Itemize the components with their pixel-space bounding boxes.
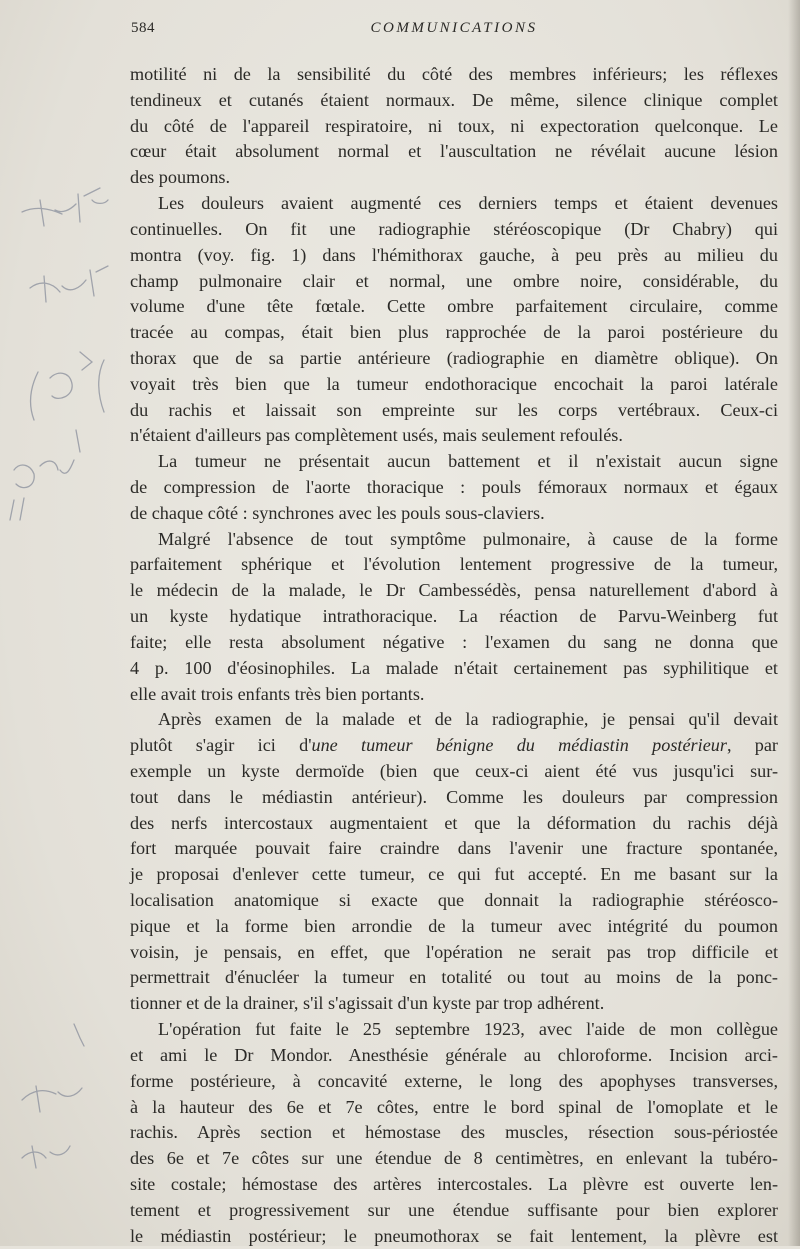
text-run: montra (voy. fig. 1) dans l'hémithorax gauche, à peu près au milieu du (130, 244, 778, 265)
text-line (130, 165, 778, 191)
text-line (130, 914, 778, 940)
text-run: tracée au compas, était bien plus rapprochée de la paroi postérieure du (130, 322, 778, 343)
text-line (130, 1069, 778, 1095)
text-line (130, 862, 778, 888)
text-run: Les douleurs avaient augmenté ces derniers temps et étaient devenues (158, 193, 778, 214)
text-line (130, 733, 778, 759)
text-run: tout dans le médiastin antérieur). Comme les douleurs par compression (130, 786, 778, 807)
text-line (130, 217, 778, 243)
text-run: un kyste hydatique intrathoracique. La réaction de Parvu-Weinberg fut (130, 606, 778, 627)
text-line (130, 114, 778, 140)
text-run: 4 p. 100 d'éosinophiles. La malade n'était certainement pas syphilitique et (130, 657, 778, 678)
text-line (130, 707, 778, 733)
text-run: et ami le Dr Mondor. Anesthésie générale au chloroforme. Incision arci- (130, 1044, 778, 1065)
text-line (130, 501, 778, 527)
text-line (130, 1095, 778, 1121)
text-run: je proposai d'enlever cette tumeur, ce qui fut accepté. En me basant sur la (130, 864, 778, 885)
text-line (130, 811, 778, 837)
text-line (130, 1146, 778, 1172)
text-run: Après examen de la malade et de la radiographie, je pensai qu'il devait (158, 709, 778, 730)
text-line (130, 836, 778, 862)
text-run: continuelles. On fit une radiographie stéréoscopique (Dr Chabry) qui (130, 218, 778, 239)
text-run: du rachis et laissait son empreinte sur les corps vertébraux. Ceux-ci (130, 399, 778, 420)
text-line (130, 1224, 778, 1249)
text-run: tendineux et cutanés étaient normaux. De même, silence clinique complet (130, 89, 778, 110)
text-line (130, 940, 778, 966)
text-line (130, 294, 778, 320)
italic-phrase: une tumeur bénigne du médiastin postérieur (311, 735, 727, 756)
text-line (130, 991, 778, 1017)
text-line (130, 88, 778, 114)
text-line (130, 604, 778, 630)
text-line (130, 320, 778, 346)
text-run: voyait très bien que la tumeur endothoracique encochait la paroi latérale (130, 373, 778, 394)
text-line (130, 449, 778, 475)
text-line (130, 965, 778, 991)
text-run: à la hauteur des 6e et 7e côtes, entre le bord spinal de l'omoplate et le (130, 1096, 778, 1117)
text-run: voisin, je pensais, en effet, que l'opération ne serait pas trop difficile et (130, 941, 778, 962)
text-line (130, 1120, 778, 1146)
text-run: La tumeur ne présentait aucun battement et il n'existait aucun signe (158, 451, 778, 472)
text-run: thorax que de sa partie antérieure (radiographie en diamètre oblique). On (130, 347, 778, 368)
text-line (130, 62, 778, 88)
text-run: des 6e et 7e côtes sur une étendue de 8 centimètres, en enlevant la tubéro- (130, 1148, 778, 1169)
text-run: forme postérieure, à concavité externe, le long des apophyses transverses, (130, 1070, 778, 1091)
text-run: localisation anatomique si exacte que donnait la radiographie stéréosco- (130, 890, 778, 910)
text-run: des nerfs intercostaux augmentaient et que la déformation du rachis déjà (130, 812, 778, 833)
text-run: de compression de l'aorte thoracique : pouls fémoraux normaux et égaux (130, 477, 778, 497)
text-line (130, 527, 778, 553)
text-run: cœur était absolument normal et l'auscultation ne révélait aucune lésion (130, 141, 778, 162)
text-run: faite; elle resta absolument négative : l'examen du sang ne donna que (130, 631, 778, 652)
text-line (130, 1017, 778, 1043)
text-line (130, 269, 778, 295)
text-run: site costale; hémostase des artères intercostales. La plèvre est ouverte len- (130, 1173, 778, 1194)
text-run: de chaque côté : synchrones avec les pouls sous-claviers. (130, 502, 545, 523)
text-line (130, 475, 778, 501)
text-run: fort marquée pouvait faire craindre dans l'avenir une fracture spontanée, (130, 838, 778, 859)
page-number: 584 (131, 20, 155, 36)
text-run: du côté de l'appareil respiratoire, ni toux, ni expectoration quelconque. Le (130, 115, 778, 136)
text-run: , par (726, 735, 778, 756)
page-edge-shadow (788, 0, 800, 1246)
text-run: elle avait trois enfants très bien portants. (130, 683, 425, 704)
text-line (130, 372, 778, 398)
text-run: L'opération fut faite le 25 septembre 1923, avec l'aide de mon collègue (158, 1019, 778, 1040)
text-run: n'étaient d'ailleurs pas complètement usés, mais seulement refoulés. (130, 425, 623, 446)
text-run: parfaitement sphérique et l'évolution lentement progressive de la tumeur, (130, 554, 778, 575)
text-line (130, 1172, 778, 1198)
text-line (130, 630, 778, 656)
text-line (130, 139, 778, 165)
text-run: volume d'une tête fœtale. Cette ombre parfaitement circulaire, comme (130, 296, 778, 317)
running-title: COMMUNICATIONS (370, 20, 538, 36)
body-text (130, 62, 778, 1249)
text-run: plutôt s'agir ici d' (130, 735, 312, 756)
text-run: tionner et de la drainer, s'il s'agissait d'un kyste par trop adhérent. (130, 993, 605, 1014)
text-run: pique et la forme bien arrondie de la tumeur avec intégrité du poumon (130, 915, 778, 936)
text-line (130, 656, 778, 682)
text-line (130, 759, 778, 785)
text-line (130, 682, 778, 708)
text-line (130, 552, 778, 578)
text-line (130, 243, 778, 269)
text-line (130, 191, 778, 217)
text-run: Malgré l'absence de tout symptôme pulmonaire, à cause de la forme (158, 528, 778, 549)
text-line (130, 1198, 778, 1224)
text-line (130, 398, 778, 424)
text-run: rachis. Après section et hémostase des muscles, résection sous-périostée (130, 1122, 778, 1143)
text-line (130, 785, 778, 811)
text-run: motilité ni de la sensibilité du côté des membres inférieurs; les réflexes (130, 64, 778, 84)
text-line (130, 578, 778, 604)
text-line (130, 888, 778, 914)
text-run: tement et progressivement sur une étendue suffisante pour bien explorer (130, 1199, 778, 1220)
text-run: exemple un kyste dermoïde (bien que ceux-ci aient été vus jusqu'ici sur- (130, 760, 778, 781)
text-line (130, 346, 778, 372)
page-header (131, 20, 777, 42)
text-run: des poumons. (130, 167, 231, 188)
text-run: champ pulmonaire clair et normal, une ombre noire, considérable, du (130, 270, 778, 291)
text-line (130, 1043, 778, 1069)
text-run: le médiastin postérieur; le pneumothorax se fait lentement, la plèvre est (130, 1225, 778, 1246)
text-run: le médecin de la malade, le Dr Cambessédès, pensa naturellement d'abord à (130, 580, 778, 601)
text-line (130, 423, 778, 449)
text-run: permettrait d'énucléer la tumeur en totalité ou tout au moins de la ponc- (130, 967, 778, 988)
